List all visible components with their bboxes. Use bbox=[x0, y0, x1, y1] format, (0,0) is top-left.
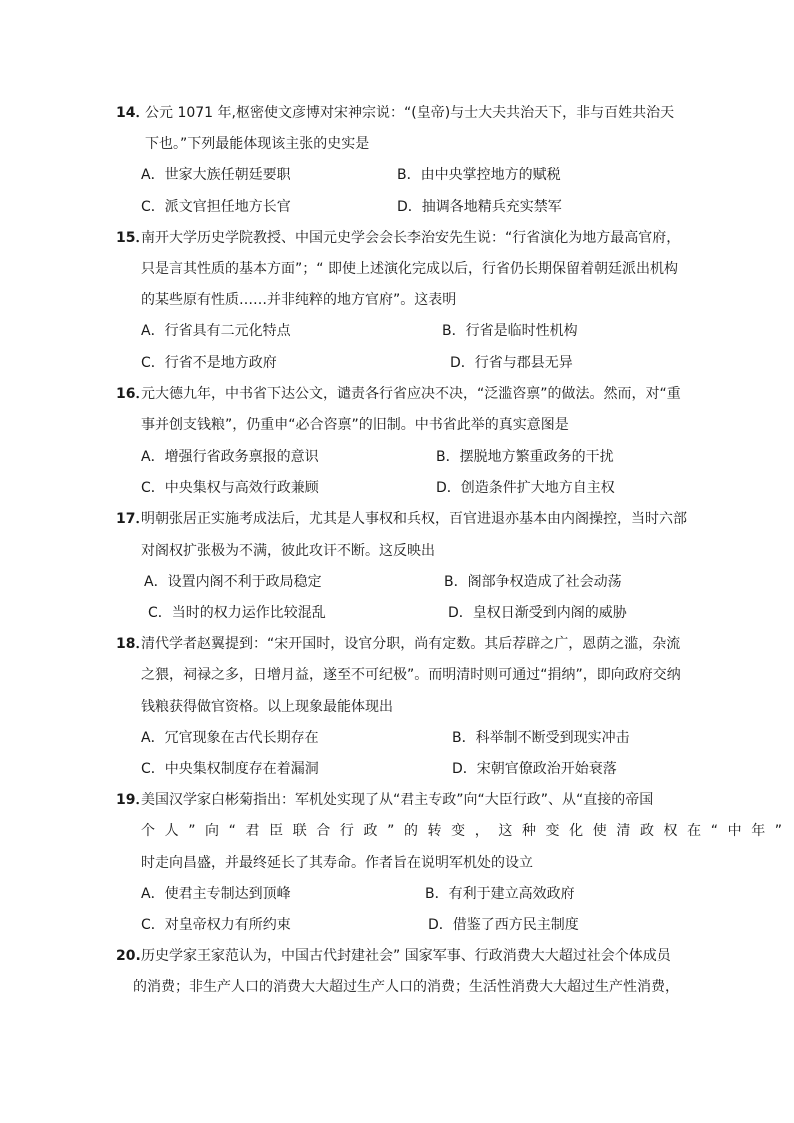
question-18-stem-line-3: 钱粮获得做官资格。以上现象最能体现出 bbox=[141, 699, 393, 715]
question-17-option-c: C．当时的权力运作比较混乱 bbox=[148, 605, 326, 621]
question-16-option-b: B．摆脱地方繁重政务的干扰 bbox=[436, 449, 614, 465]
question-14-option-a: A．世家大族任朝廷要职 bbox=[141, 167, 291, 183]
question-19-option-c: C．对皇帝权力有所约束 bbox=[141, 917, 291, 933]
question-17-number: 17． bbox=[116, 511, 150, 527]
question-14-option-d: D．抽调各地精兵充实禁军 bbox=[397, 199, 562, 215]
question-17-option-a: A．设置内阁不利于政局稳定 bbox=[144, 574, 322, 590]
question-15-option-d: D．行省与郡县无异 bbox=[450, 355, 573, 371]
question-17-stem-line-2: 对阁权扩张极为不满，彼此攻讦不断。这反映出 bbox=[141, 543, 435, 559]
question-18-option-a: A．冗官现象在古代长期存在 bbox=[141, 730, 319, 746]
question-15-stem-line-3: 的某些原有性质……并非纯粹的地方官府”。这表明 bbox=[141, 292, 457, 308]
question-14-stem-line-1: 公元 1071 年,枢密使文彦博对宋神宗说：“(皇帝)与士大夫共治天下，非与百姓共治天 bbox=[145, 105, 675, 121]
question-17-stem-line-1: 明朝张居正实施考成法后，尤其是人事权和兵权，百官进退亦基本由内阁操控，当时六部 bbox=[141, 511, 687, 527]
question-14-option-c: C．派文官担任地方长官 bbox=[141, 199, 291, 215]
question-16-option-a: A．增强行省政务禀报的意识 bbox=[141, 449, 319, 465]
question-15-option-c: C．行省不是地方政府 bbox=[141, 355, 277, 371]
question-15-option-b: B．行省是临时性机构 bbox=[442, 323, 578, 339]
question-20-number: 20. bbox=[116, 948, 141, 964]
question-17-option-b: B．阁部争权造成了社会动荡 bbox=[444, 574, 622, 590]
question-18-stem-line-1: 清代学者赵翼提到：“宋开国时，设官分职，尚有定数。其后荐辟之广，恩荫之滥，杂流 bbox=[141, 636, 681, 652]
question-19-stem-line-1: 美国汉学家白彬菊指出：军机处实现了从“君主专政”向“大臣行政”、从“直接的帝国 bbox=[141, 792, 654, 808]
question-16-option-c: C．中央集权与高效行政兼顾 bbox=[141, 480, 319, 496]
question-16-number: 16． bbox=[116, 386, 150, 402]
question-18-option-c: C．中央集权制度存在着漏洞 bbox=[141, 761, 319, 777]
question-19-option-a: A．使君主专制达到顶峰 bbox=[141, 886, 291, 902]
question-14-option-b: B．由中央掌控地方的赋税 bbox=[397, 167, 561, 183]
question-14-number: 14． bbox=[116, 105, 150, 121]
question-14-stem-line-2: 下也。”下列最能体现该主张的史实是 bbox=[145, 136, 370, 152]
question-16-stem-line-1: 元大德九年，中书省下达公文，谴责各行省应决不决，“泛滥咨禀”的做法。然而，对“重 bbox=[141, 386, 681, 402]
question-19-stem-line-3: 时走向昌盛，并最终延长了其寿命。作者旨在说明军机处的设立 bbox=[141, 855, 533, 871]
question-16-stem-line-2: 事并创支钱粮”，仍重申“必合咨禀”的旧制。中书省此举的真实意图是 bbox=[141, 417, 569, 433]
question-15-stem-line-2: 只是言其性质的基本方面”；“ 即使上述演化完成以后，行省仍长期保留着朝廷派出机构 bbox=[141, 261, 678, 277]
question-18-option-d: D．宋朝官僚政治开始衰落 bbox=[452, 761, 617, 777]
question-16-option-d: D．创造条件扩大地方自主权 bbox=[436, 480, 615, 496]
question-15-stem-line-1: 南开大学历史学院教授、中国元史学会会长李治安先生说：“行省演化为地方最高官府， bbox=[141, 230, 681, 246]
question-15-option-a: A．行省具有二元化特点 bbox=[141, 323, 291, 339]
question-19-option-b: B．有利于建立高效政府 bbox=[425, 886, 575, 902]
question-20-stem-line-1: 历史学家王家范认为，中国古代封建社会” 国家军事、行政消费大大超过社会个体成员 bbox=[141, 948, 671, 964]
question-18-number: 18． bbox=[116, 636, 150, 652]
question-15-number: 15． bbox=[116, 230, 150, 246]
question-19-option-d: D．借鉴了西方民主制度 bbox=[428, 917, 579, 933]
question-20-stem-line-2: 的消费；非生产人口的消费大大超过生产人口的消费；生活性消费大大超过生产性消费， bbox=[133, 979, 679, 995]
question-18-option-b: B．科举制不断受到现实冲击 bbox=[452, 730, 630, 746]
question-18-stem-line-2: 之猥，祠禄之多，日增月益，遂至不可纪极”。而明清时则可通过“捐纳”，即向政府交纳 bbox=[141, 667, 681, 683]
question-19-number: 19． bbox=[116, 792, 150, 808]
question-17-option-d: D．皇权日渐受到内阁的威胁 bbox=[448, 605, 627, 621]
question-19-stem-line-2: 个人”向“君臣联合行政”的转变，这种变化使清政权在“中年” bbox=[141, 823, 792, 839]
